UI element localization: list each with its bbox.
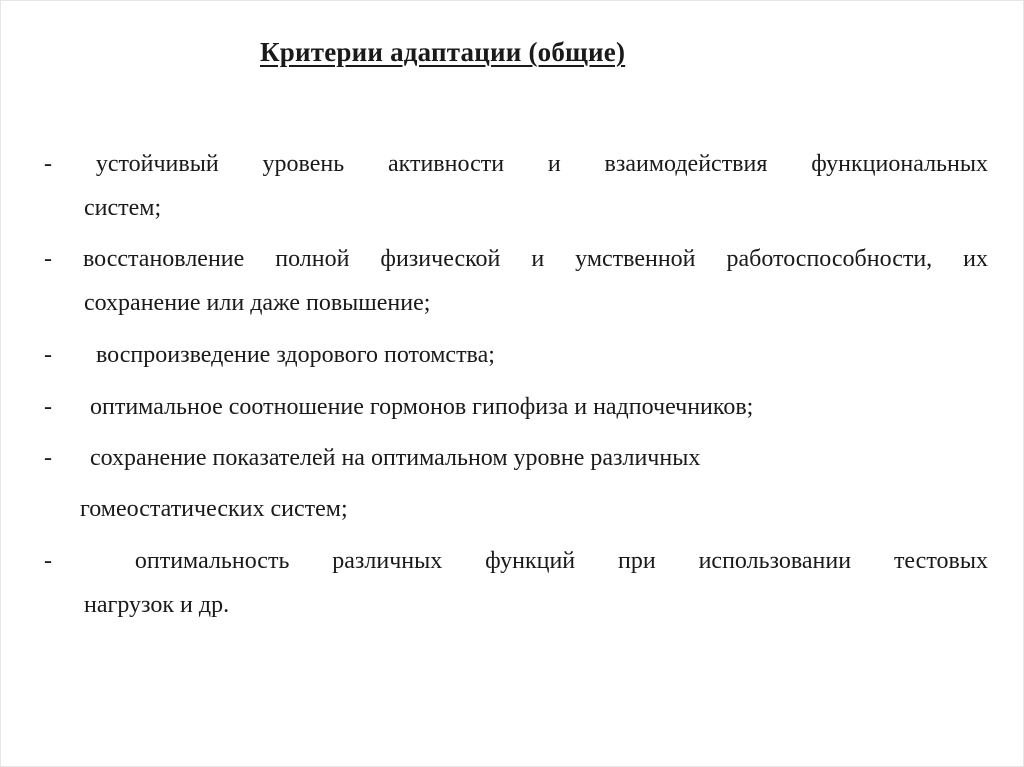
criterion-6-line-1 [44,546,988,576]
criterion-1-word: уровень [262,151,345,177]
criterion-2-line-1 [44,244,988,274]
criterion-6-word: использовании [698,548,852,574]
criterion-5-dash: - [44,445,52,471]
criterion-1-dash: - [44,151,52,177]
criterion-1-line-2: систем; [84,195,162,221]
criterion-6-word: оптимальность [134,548,290,574]
criterion-6-dash: - [44,548,52,574]
criterion-1-word: взаимодействия [604,151,768,177]
criterion-2-line-2: сохранение или даже повышение; [84,290,431,316]
criterion-2-word: умственной [575,246,696,272]
criterion-2-word: их [963,246,988,272]
criterion-1-word: активности [387,151,505,177]
criterion-1-word: устойчивый [95,151,219,177]
criterion-2-word: полной [275,246,350,272]
criterion-4-dash: - [44,394,52,420]
criterion-2-word: физической [380,246,501,272]
slide-title: Критерии адаптации (общие) [260,37,626,67]
criterion-2-word: восстановление [82,246,245,272]
criterion-1-word: функциональных [811,151,988,177]
criterion-5-line-2: гомеостатических систем; [80,496,348,522]
criterion-6-word: различных [332,548,443,574]
criterion-5-text: сохранение показателей на оптимальном уровне различных [90,445,701,471]
criterion-6-word: функций [485,548,576,574]
criterion-1-word: и [547,151,561,177]
criterion-6-word: при [618,548,656,574]
criterion-2-word: работоспособности, [726,246,933,272]
criterion-1-line-1 [44,149,988,179]
criterion-3-text: воспроизведение здорового потомства; [96,342,495,368]
criterion-6-word: тестовых [893,548,988,574]
criterion-3-dash: - [44,342,52,368]
criterion-4-text: оптимальное соотношение гормонов гипофиза и надпочечников; [90,394,754,420]
criterion-2-dash: - [44,246,52,272]
criterion-6-line-2: нагрузок и др. [84,592,230,618]
criterion-2-word: и [531,246,545,272]
